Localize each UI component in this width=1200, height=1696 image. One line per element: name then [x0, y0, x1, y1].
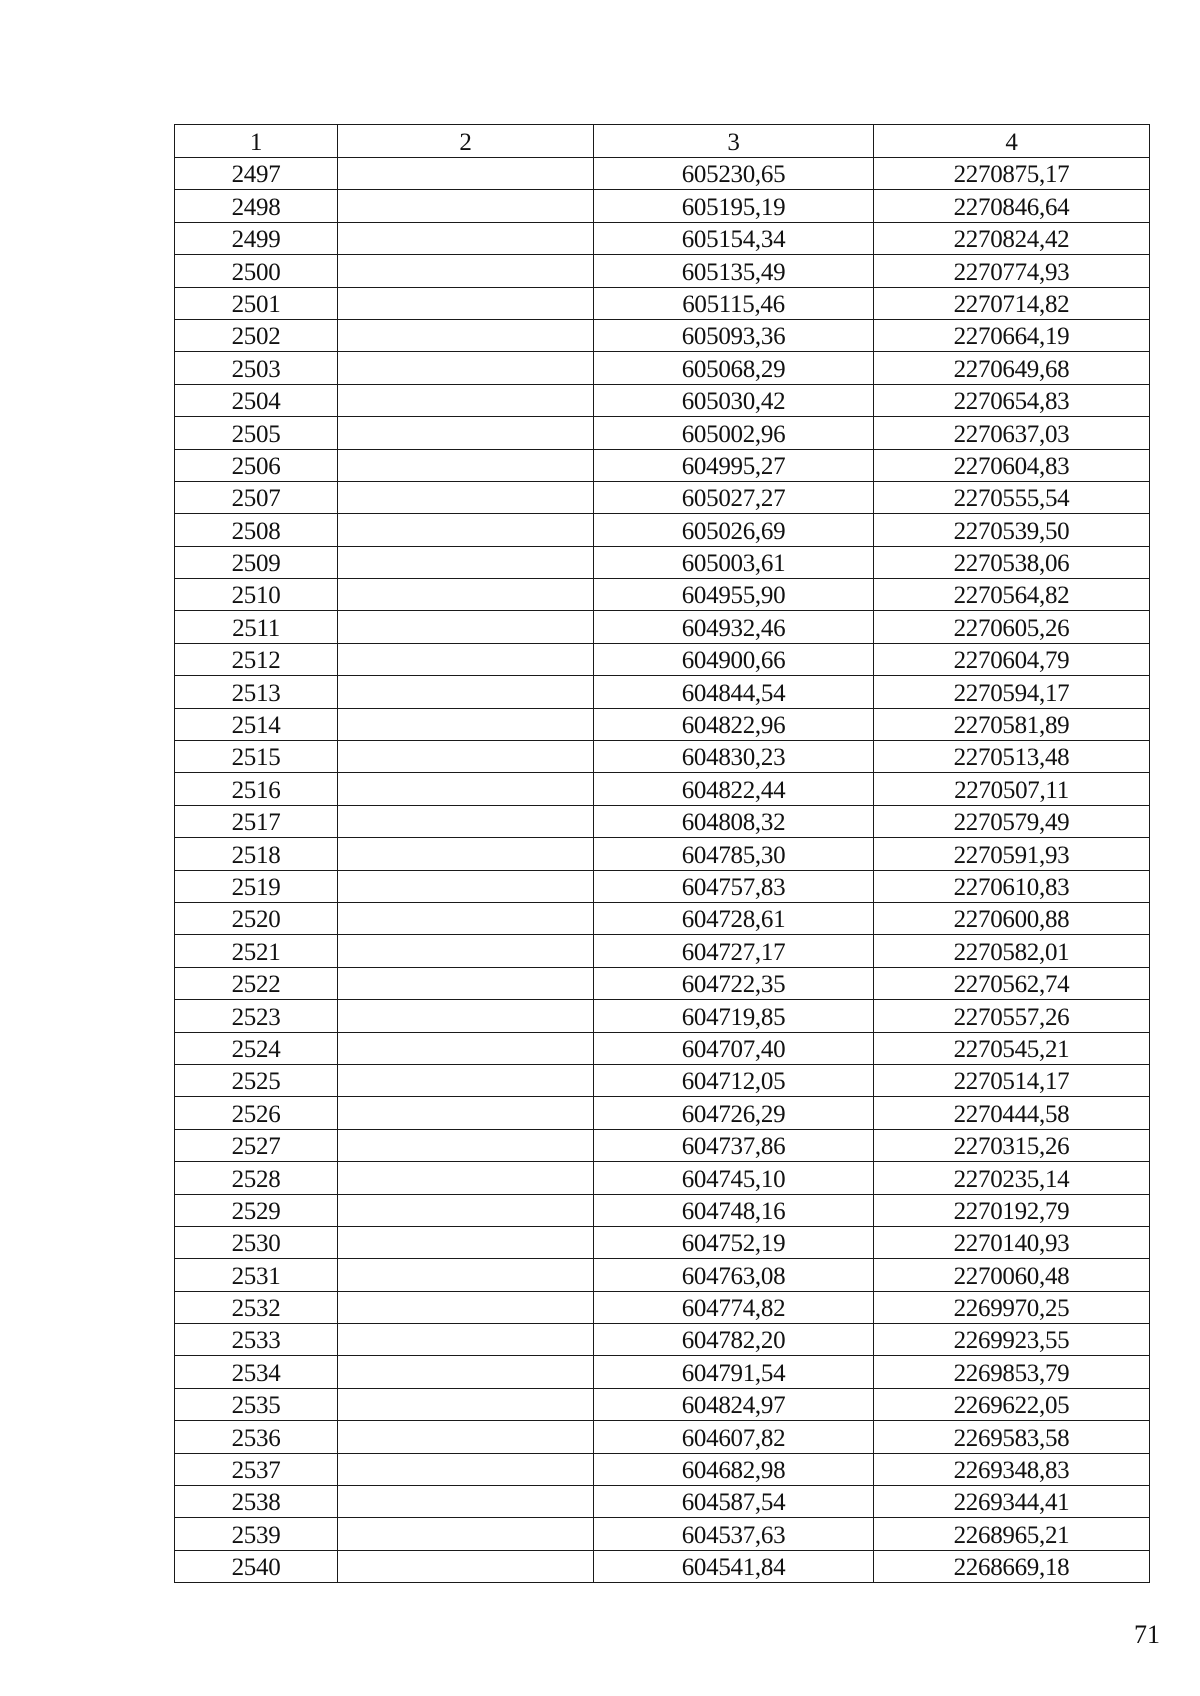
point-number-cell: 2525	[175, 1064, 338, 1096]
point-number-cell: 2507	[175, 481, 338, 513]
table-row	[175, 190, 1150, 222]
y-coordinate-cell: 2270538,06	[874, 546, 1150, 578]
table-row	[175, 1000, 1150, 1032]
table-row	[175, 449, 1150, 481]
point-number-cell: 2514	[175, 708, 338, 740]
table-row	[175, 611, 1150, 643]
y-coordinate-cell: 2270637,03	[874, 417, 1150, 449]
point-number-cell: 2538	[175, 1486, 338, 1518]
x-coordinate-cell: 605068,29	[594, 352, 874, 384]
point-number-cell: 2539	[175, 1518, 338, 1550]
x-coordinate-cell: 604822,44	[594, 773, 874, 805]
point-number-cell: 2510	[175, 579, 338, 611]
x-coordinate-cell: 604995,27	[594, 449, 874, 481]
x-coordinate-cell: 604900,66	[594, 643, 874, 675]
y-coordinate-cell: 2270649,68	[874, 352, 1150, 384]
empty-cell	[338, 1486, 594, 1518]
x-coordinate-cell: 604824,97	[594, 1388, 874, 1420]
table-row	[175, 643, 1150, 675]
point-number-cell: 2509	[175, 546, 338, 578]
table-row	[175, 1194, 1150, 1226]
table-row	[175, 1097, 1150, 1129]
empty-cell	[338, 514, 594, 546]
point-number-cell: 2533	[175, 1324, 338, 1356]
x-coordinate-cell: 604537,63	[594, 1518, 874, 1550]
y-coordinate-cell: 2269970,25	[874, 1291, 1150, 1323]
table-row	[175, 222, 1150, 254]
point-number-cell: 2534	[175, 1356, 338, 1388]
y-coordinate-cell: 2269853,79	[874, 1356, 1150, 1388]
empty-cell	[338, 1226, 594, 1258]
table-row	[175, 255, 1150, 287]
x-coordinate-cell: 604722,35	[594, 967, 874, 999]
table-row	[175, 352, 1150, 384]
table-row	[175, 1162, 1150, 1194]
empty-cell	[338, 1324, 594, 1356]
empty-cell	[338, 1388, 594, 1420]
y-coordinate-cell: 2269583,58	[874, 1421, 1150, 1453]
table-row	[175, 1550, 1150, 1582]
x-coordinate-cell: 605026,69	[594, 514, 874, 546]
y-coordinate-cell: 2270507,11	[874, 773, 1150, 805]
point-number-cell: 2498	[175, 190, 338, 222]
empty-cell	[338, 1032, 594, 1064]
table-row	[175, 158, 1150, 190]
table-row	[175, 1486, 1150, 1518]
point-number-cell: 2518	[175, 838, 338, 870]
x-coordinate-cell: 604541,84	[594, 1550, 874, 1582]
point-number-cell: 2508	[175, 514, 338, 546]
table-row	[175, 1388, 1150, 1420]
x-coordinate-cell: 604808,32	[594, 805, 874, 837]
x-coordinate-cell: 604745,10	[594, 1162, 874, 1194]
empty-cell	[338, 676, 594, 708]
x-coordinate-cell: 604763,08	[594, 1259, 874, 1291]
y-coordinate-cell: 2270545,21	[874, 1032, 1150, 1064]
y-coordinate-cell: 2270315,26	[874, 1129, 1150, 1161]
table-row	[175, 967, 1150, 999]
x-coordinate-cell: 604748,16	[594, 1194, 874, 1226]
x-coordinate-cell: 604726,29	[594, 1097, 874, 1129]
point-number-cell: 2536	[175, 1421, 338, 1453]
y-coordinate-cell: 2270564,82	[874, 579, 1150, 611]
y-coordinate-cell: 2270654,83	[874, 384, 1150, 416]
page-number: 71	[1134, 1620, 1160, 1649]
x-coordinate-cell: 604587,54	[594, 1486, 874, 1518]
empty-cell	[338, 1064, 594, 1096]
empty-cell	[338, 1194, 594, 1226]
table-row	[175, 1064, 1150, 1096]
point-number-cell: 2499	[175, 222, 338, 254]
empty-cell	[338, 935, 594, 967]
empty-cell	[338, 546, 594, 578]
empty-cell	[338, 222, 594, 254]
y-coordinate-cell: 2270140,93	[874, 1226, 1150, 1258]
table-row	[175, 805, 1150, 837]
table-row	[175, 579, 1150, 611]
table-row	[175, 319, 1150, 351]
point-number-cell: 2513	[175, 676, 338, 708]
point-number-cell: 2521	[175, 935, 338, 967]
x-coordinate-cell: 604774,82	[594, 1291, 874, 1323]
table-row	[175, 384, 1150, 416]
empty-cell	[338, 773, 594, 805]
y-coordinate-cell: 2270514,17	[874, 1064, 1150, 1096]
y-coordinate-cell: 2270605,26	[874, 611, 1150, 643]
x-coordinate-cell: 604785,30	[594, 838, 874, 870]
x-coordinate-cell: 605003,61	[594, 546, 874, 578]
empty-cell	[338, 449, 594, 481]
table-row	[175, 1421, 1150, 1453]
empty-cell	[338, 805, 594, 837]
table-row	[175, 676, 1150, 708]
x-coordinate-cell: 604727,17	[594, 935, 874, 967]
y-coordinate-cell: 2270824,42	[874, 222, 1150, 254]
point-number-cell: 2520	[175, 902, 338, 934]
y-coordinate-cell: 2270600,88	[874, 902, 1150, 934]
point-number-cell: 2504	[175, 384, 338, 416]
point-number-cell: 2516	[175, 773, 338, 805]
point-number-cell: 2503	[175, 352, 338, 384]
empty-cell	[338, 579, 594, 611]
point-number-cell: 2523	[175, 1000, 338, 1032]
y-coordinate-cell: 2270444,58	[874, 1097, 1150, 1129]
y-coordinate-cell: 2270604,79	[874, 643, 1150, 675]
empty-cell	[338, 1162, 594, 1194]
empty-cell	[338, 1259, 594, 1291]
y-coordinate-cell: 2270875,17	[874, 158, 1150, 190]
empty-cell	[338, 870, 594, 902]
point-number-cell: 2540	[175, 1550, 338, 1582]
x-coordinate-cell: 604791,54	[594, 1356, 874, 1388]
empty-cell	[338, 1097, 594, 1129]
y-coordinate-cell: 2269622,05	[874, 1388, 1150, 1420]
x-coordinate-cell: 605002,96	[594, 417, 874, 449]
x-coordinate-cell: 604830,23	[594, 741, 874, 773]
x-coordinate-cell: 604822,96	[594, 708, 874, 740]
table-row	[175, 481, 1150, 513]
empty-cell	[338, 708, 594, 740]
table-header	[175, 125, 1150, 158]
empty-cell	[338, 417, 594, 449]
x-coordinate-cell: 604707,40	[594, 1032, 874, 1064]
table-row	[175, 287, 1150, 319]
table-row	[175, 741, 1150, 773]
table-row	[175, 773, 1150, 805]
y-coordinate-cell: 2270192,79	[874, 1194, 1150, 1226]
empty-cell	[338, 1356, 594, 1388]
y-coordinate-cell: 2270610,83	[874, 870, 1150, 902]
empty-cell	[338, 1550, 594, 1582]
table-row	[175, 1356, 1150, 1388]
table-row	[175, 1259, 1150, 1291]
point-number-cell: 2535	[175, 1388, 338, 1420]
empty-cell	[338, 1421, 594, 1453]
table-row	[175, 546, 1150, 578]
y-coordinate-cell: 2270846,64	[874, 190, 1150, 222]
empty-cell	[338, 1129, 594, 1161]
table-row	[175, 1453, 1150, 1485]
table-body	[175, 158, 1150, 1583]
x-coordinate-cell: 604737,86	[594, 1129, 874, 1161]
table-row	[175, 838, 1150, 870]
y-coordinate-cell: 2270513,48	[874, 741, 1150, 773]
empty-cell	[338, 352, 594, 384]
y-coordinate-cell: 2269344,41	[874, 1486, 1150, 1518]
x-coordinate-cell: 604728,61	[594, 902, 874, 934]
x-coordinate-cell: 605135,49	[594, 255, 874, 287]
x-coordinate-cell: 604712,05	[594, 1064, 874, 1096]
y-coordinate-cell: 2270557,26	[874, 1000, 1150, 1032]
x-coordinate-cell: 604752,19	[594, 1226, 874, 1258]
y-coordinate-cell: 2270579,49	[874, 805, 1150, 837]
y-coordinate-cell: 2270594,17	[874, 676, 1150, 708]
y-coordinate-cell: 2270555,54	[874, 481, 1150, 513]
point-number-cell: 2500	[175, 255, 338, 287]
y-coordinate-cell: 2269348,83	[874, 1453, 1150, 1485]
empty-cell	[338, 967, 594, 999]
table-row	[175, 935, 1150, 967]
point-number-cell: 2529	[175, 1194, 338, 1226]
empty-cell	[338, 611, 594, 643]
empty-cell	[338, 384, 594, 416]
point-number-cell: 2512	[175, 643, 338, 675]
point-number-cell: 2505	[175, 417, 338, 449]
table-row	[175, 1291, 1150, 1323]
table-row	[175, 1032, 1150, 1064]
x-coordinate-cell: 604719,85	[594, 1000, 874, 1032]
table-row	[175, 417, 1150, 449]
column-header-4: 4	[874, 125, 1150, 158]
x-coordinate-cell: 604757,83	[594, 870, 874, 902]
y-coordinate-cell: 2270235,14	[874, 1162, 1150, 1194]
y-coordinate-cell: 2270582,01	[874, 935, 1150, 967]
empty-cell	[338, 190, 594, 222]
point-number-cell: 2522	[175, 967, 338, 999]
x-coordinate-cell: 604955,90	[594, 579, 874, 611]
point-number-cell: 2527	[175, 1129, 338, 1161]
table-row	[175, 514, 1150, 546]
empty-cell	[338, 741, 594, 773]
column-header-3: 3	[594, 125, 874, 158]
x-coordinate-cell: 604782,20	[594, 1324, 874, 1356]
empty-cell	[338, 1518, 594, 1550]
table-row	[175, 902, 1150, 934]
x-coordinate-cell: 605030,42	[594, 384, 874, 416]
empty-cell	[338, 255, 594, 287]
point-number-cell: 2511	[175, 611, 338, 643]
x-coordinate-cell: 604844,54	[594, 676, 874, 708]
x-coordinate-cell: 605154,34	[594, 222, 874, 254]
table-row	[175, 1129, 1150, 1161]
point-number-cell: 2502	[175, 319, 338, 351]
empty-cell	[338, 481, 594, 513]
coordinates-table	[174, 124, 1150, 1583]
point-number-cell: 2528	[175, 1162, 338, 1194]
point-number-cell: 2531	[175, 1259, 338, 1291]
empty-cell	[338, 319, 594, 351]
point-number-cell: 2526	[175, 1097, 338, 1129]
y-coordinate-cell: 2270060,48	[874, 1259, 1150, 1291]
x-coordinate-cell: 605027,27	[594, 481, 874, 513]
y-coordinate-cell: 2269923,55	[874, 1324, 1150, 1356]
header-row	[175, 125, 1150, 158]
x-coordinate-cell: 605115,46	[594, 287, 874, 319]
point-number-cell: 2517	[175, 805, 338, 837]
y-coordinate-cell: 2268965,21	[874, 1518, 1150, 1550]
x-coordinate-cell: 605195,19	[594, 190, 874, 222]
empty-cell	[338, 1453, 594, 1485]
y-coordinate-cell: 2270604,83	[874, 449, 1150, 481]
point-number-cell: 2515	[175, 741, 338, 773]
empty-cell	[338, 158, 594, 190]
point-number-cell: 2497	[175, 158, 338, 190]
y-coordinate-cell: 2270562,74	[874, 967, 1150, 999]
x-coordinate-cell: 604932,46	[594, 611, 874, 643]
point-number-cell: 2524	[175, 1032, 338, 1064]
x-coordinate-cell: 604607,82	[594, 1421, 874, 1453]
table-row	[175, 870, 1150, 902]
empty-cell	[338, 1000, 594, 1032]
y-coordinate-cell: 2268669,18	[874, 1550, 1150, 1582]
column-header-1: 1	[175, 125, 338, 158]
table-row	[175, 1226, 1150, 1258]
y-coordinate-cell: 2270539,50	[874, 514, 1150, 546]
point-number-cell: 2532	[175, 1291, 338, 1323]
y-coordinate-cell: 2270774,93	[874, 255, 1150, 287]
y-coordinate-cell: 2270591,93	[874, 838, 1150, 870]
point-number-cell: 2501	[175, 287, 338, 319]
x-coordinate-cell: 605230,65	[594, 158, 874, 190]
point-number-cell: 2530	[175, 1226, 338, 1258]
table-row	[175, 1324, 1150, 1356]
point-number-cell: 2506	[175, 449, 338, 481]
empty-cell	[338, 287, 594, 319]
empty-cell	[338, 1291, 594, 1323]
x-coordinate-cell: 604682,98	[594, 1453, 874, 1485]
y-coordinate-cell: 2270714,82	[874, 287, 1150, 319]
column-header-2: 2	[338, 125, 594, 158]
point-number-cell: 2519	[175, 870, 338, 902]
y-coordinate-cell: 2270664,19	[874, 319, 1150, 351]
empty-cell	[338, 643, 594, 675]
x-coordinate-cell: 605093,36	[594, 319, 874, 351]
empty-cell	[338, 902, 594, 934]
y-coordinate-cell: 2270581,89	[874, 708, 1150, 740]
empty-cell	[338, 838, 594, 870]
table-row	[175, 708, 1150, 740]
table-row	[175, 1518, 1150, 1550]
point-number-cell: 2537	[175, 1453, 338, 1485]
